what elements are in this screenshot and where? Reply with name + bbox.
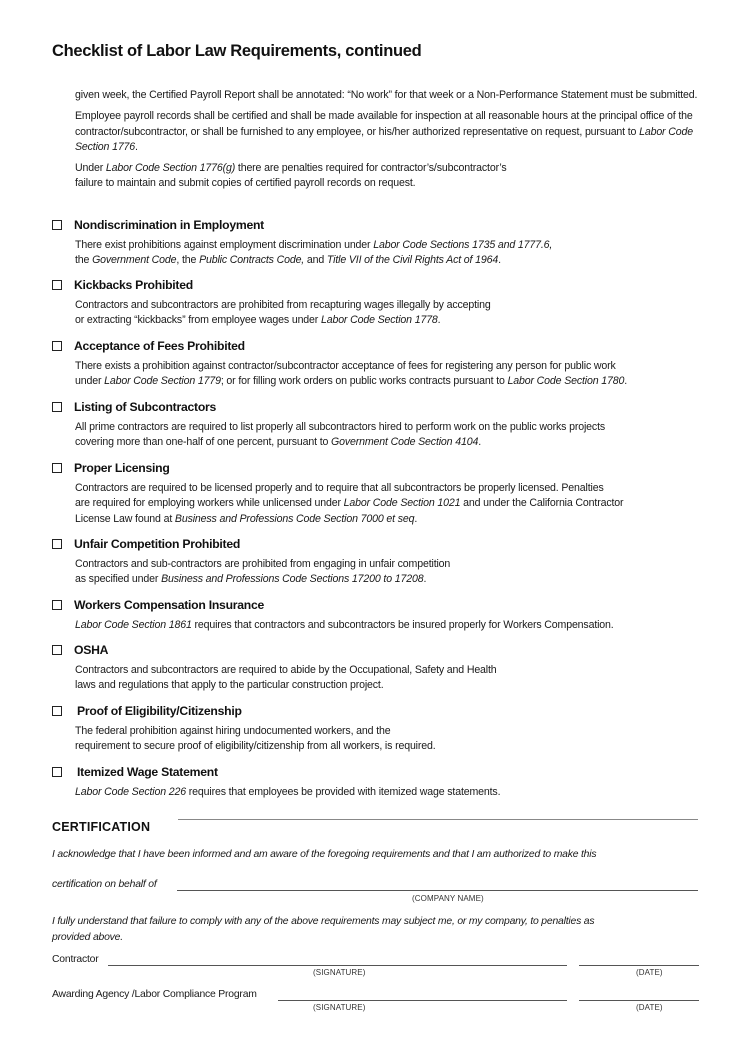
agency-signature-field[interactable]: [278, 1000, 567, 1001]
item-description: [75, 238, 712, 269]
text: Under: [75, 162, 106, 175]
text: All prime contractors are required to list properly all subcontractors hired to perform work on the public works projects: [75, 421, 606, 433]
checklist-item-eligibility: [52, 702, 712, 755]
item-title: Proof of Eligibility/Citizenship: [77, 704, 242, 718]
page-title: Checklist of Labor Law Requirements, continued: [52, 42, 422, 60]
checklist-item-subcontractors: [52, 398, 712, 451]
text: are required for employing workers while unlicensed under: [75, 497, 344, 510]
checklist-item-wage-statement: [52, 763, 712, 800]
text: under: [75, 375, 105, 388]
item-description: [75, 420, 712, 451]
code-reference: Labor Code Section 1780: [507, 375, 625, 388]
text: or extracting “kickbacks” from employee wages under: [75, 314, 321, 327]
code-reference: Labor Code Section 1778: [320, 314, 438, 327]
checkbox[interactable]: [52, 645, 62, 655]
code-reference: Labor Code Section 1776: [75, 125, 693, 153]
agency-label: Awarding Agency /Labor Compliance Program: [52, 989, 257, 1000]
code-reference: Government Code: [92, 254, 177, 267]
code-reference: Labor Code Section 226: [75, 786, 186, 798]
item-title: Nondiscrimination in Employment: [74, 218, 264, 232]
code-reference: Labor Code Section 1861: [75, 619, 192, 631]
item-title: Kickbacks Prohibited: [74, 278, 193, 292]
item-title: Proper Licensing: [74, 461, 170, 475]
item-title: OSHA: [74, 643, 109, 657]
item-title: Itemized Wage Statement: [77, 765, 218, 779]
checklist-item-osha: [52, 641, 712, 694]
intro-paragraph-3: [75, 161, 715, 192]
text: there are penalties required for contractor’s/subcontractor’s: [235, 162, 507, 175]
text: Contractors and subcontractors are prohibited from recapturing wages illegally by accepting: [75, 299, 491, 311]
text: .: [437, 314, 441, 327]
checklist-item-licensing: [52, 459, 712, 527]
date-caption: (DATE): [636, 1003, 663, 1012]
item-description: [75, 663, 712, 694]
text: Contractors and sub-contractors are prohibited from engaging in unfair competition: [75, 558, 451, 570]
text: and: [304, 254, 327, 267]
code-reference: Government Code Section 4104: [331, 436, 479, 449]
checkbox[interactable]: [52, 280, 62, 290]
intro-paragraph-2: [75, 109, 715, 155]
checklist-item-nondiscrimination: [52, 216, 712, 269]
item-description: [75, 785, 712, 800]
item-title: Unfair Competition Prohibited: [74, 537, 241, 551]
checklist-item-unfair-competition: [52, 535, 712, 588]
checkbox[interactable]: [52, 539, 62, 549]
text: ; or for filling work orders on public works contracts pursuant to: [220, 375, 508, 388]
text: Employee payroll records shall be certified and shall be made available for inspection at all reasonable hours at the principal office of the contractor/subcontractor, or shall be furnished to any employee, or his/her authorized representative on request, pursuant to: [75, 110, 693, 138]
checkbox[interactable]: [52, 463, 62, 473]
understand-text-1: I fully understand that failure to comply with any of the above requirements may subject me, or my company, to penalties as: [52, 916, 595, 927]
checkbox[interactable]: [52, 706, 62, 716]
text: There exists a prohibition against contractor/subcontractor acceptance of fees for registering any person for public work: [75, 360, 616, 372]
text: requirement to secure proof of eligibility/citizenship from all workers, is required.: [75, 740, 436, 753]
text: the: [75, 254, 93, 267]
code-reference: Labor Code Section 1021: [343, 497, 461, 510]
checklist-item-kickbacks: [52, 276, 712, 329]
item-description: [75, 481, 712, 527]
text: requires that employees be provided with itemized wage statements.: [185, 786, 501, 798]
item-description: [75, 359, 712, 390]
signature-caption: (SIGNATURE): [313, 1003, 366, 1012]
text: , the: [176, 254, 200, 267]
item-title: Acceptance of Fees Prohibited: [74, 339, 245, 353]
item-description: [75, 298, 712, 329]
text: Contractors and subcontractors are required to abide by the Occupational, Safety and Health: [75, 664, 497, 676]
company-name-field[interactable]: [177, 890, 698, 891]
item-description: [75, 618, 712, 633]
text: requires that contractors and subcontractors be insured properly for Workers Compensation.: [191, 619, 614, 631]
text: laws and regulations that apply to the particular construction project.: [75, 679, 384, 692]
contractor-date-field[interactable]: [579, 965, 699, 966]
code-reference: Labor Code Section 1779: [104, 375, 221, 388]
text: failure to maintain and submit copies of certified payroll records on request.: [75, 177, 416, 190]
acknowledgement-text: I acknowledge that I have been informed and am aware of the foregoing requirements and that I am authorized to make this: [52, 849, 597, 860]
text: .: [414, 512, 418, 525]
understand-text-2: provided above.: [52, 932, 123, 943]
text: There exist prohibitions against employment discrimination under: [75, 239, 374, 251]
text: .: [624, 375, 628, 388]
checkbox[interactable]: [52, 402, 62, 412]
item-title: Listing of Subcontractors: [74, 400, 217, 414]
text: covering more than one-half of one percent, pursuant to: [75, 436, 332, 449]
text: The federal prohibition against hiring undocumented workers, and the: [75, 725, 391, 737]
text: .: [135, 140, 138, 153]
company-name-caption: (COMPANY NAME): [412, 894, 484, 903]
contractor-label: Contractor: [52, 954, 99, 965]
text: License Law found at: [75, 512, 175, 525]
divider: [178, 819, 698, 820]
certification-heading: CERTIFICATION: [52, 820, 151, 834]
checklist-item-workers-comp: [52, 596, 712, 633]
checkbox[interactable]: [52, 767, 62, 777]
checklist-item-fees: [52, 337, 712, 390]
text: .: [498, 254, 501, 267]
intro-block: [75, 88, 715, 198]
signature-caption: (SIGNATURE): [313, 968, 366, 977]
text: .: [478, 436, 481, 449]
item-title: Workers Compensation Insurance: [74, 598, 265, 612]
date-caption: (DATE): [636, 968, 663, 977]
text: Contractors are required to be licensed properly and to require that all subcontractors be properly licensed. Penalties: [75, 482, 604, 494]
checkbox[interactable]: [52, 220, 62, 230]
intro-paragraph-1: given week, the Certified Payroll Report shall be annotated: “No work” for that week or a Non-Performance Statement must be submitted.: [75, 89, 698, 101]
contractor-signature-field[interactable]: [108, 965, 567, 966]
text: as specified under: [75, 573, 162, 586]
code-reference: Business and Professions Code Sections 17200 to 17208: [161, 573, 424, 586]
agency-date-field[interactable]: [579, 1000, 699, 1001]
code-reference: Labor Code Section 1776(g): [105, 162, 236, 175]
behalf-label: certification on behalf of: [52, 879, 157, 890]
code-reference: Title VII of the Civil Rights Act of 1964: [326, 254, 499, 267]
text: and under the California Contractor: [460, 497, 624, 510]
checkbox[interactable]: [52, 600, 62, 610]
code-reference: Business and Professions Code Section 7000 et seq: [174, 512, 415, 525]
item-description: [75, 557, 712, 588]
checkbox[interactable]: [52, 341, 62, 351]
code-reference: Labor Code Sections 1735 and 1777.6,: [373, 239, 553, 251]
text: .: [423, 573, 427, 586]
code-reference: Public Contracts Code,: [199, 254, 305, 267]
item-description: [75, 724, 712, 755]
